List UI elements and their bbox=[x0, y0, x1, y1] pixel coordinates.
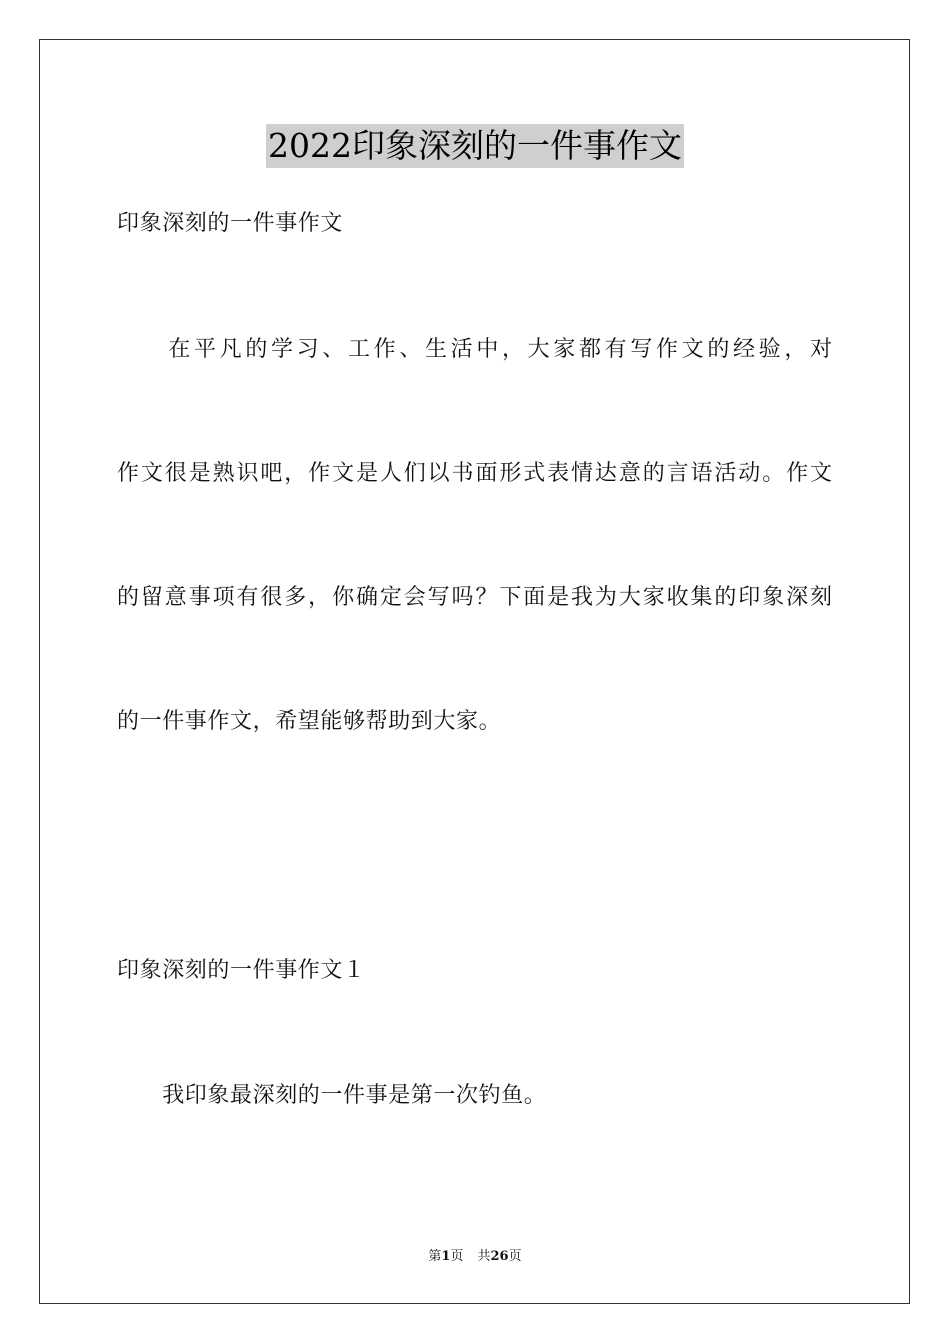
footer-page-suffix: 页 bbox=[450, 1249, 464, 1264]
section-first-line: 我印象最深刻的一件事是第一次钓鱼。 bbox=[117, 1083, 547, 1108]
footer-page-prefix: 第 bbox=[428, 1249, 442, 1264]
intro-line-3: 的留意事项有很多，你确定会写吗？下面是我为大家收集的印象深刻 bbox=[117, 585, 832, 610]
footer-page-current: 1 bbox=[441, 1249, 451, 1264]
intro-line-1: 在平凡的学习、工作、生活中，大家都有写作文的经验，对 bbox=[117, 337, 832, 362]
intro-line-2: 作文很是熟识吧，作文是人们以书面形式表情达意的言语活动。作文 bbox=[117, 461, 832, 486]
section-heading: 印象深刻的一件事作文１ bbox=[117, 958, 366, 983]
document-subtitle: 印象深刻的一件事作文 bbox=[117, 211, 344, 236]
footer-total-suffix: 页 bbox=[508, 1249, 522, 1264]
intro-line-4: 的一件事作文，希望能够帮助到大家。 bbox=[117, 709, 502, 734]
document-title: 2022印象深刻的一件事作文 bbox=[266, 124, 684, 168]
footer-page-total: 26 bbox=[490, 1249, 509, 1264]
footer-total-prefix: 共 bbox=[477, 1249, 491, 1264]
page-footer bbox=[0, 1248, 950, 1266]
title-container bbox=[0, 124, 950, 168]
